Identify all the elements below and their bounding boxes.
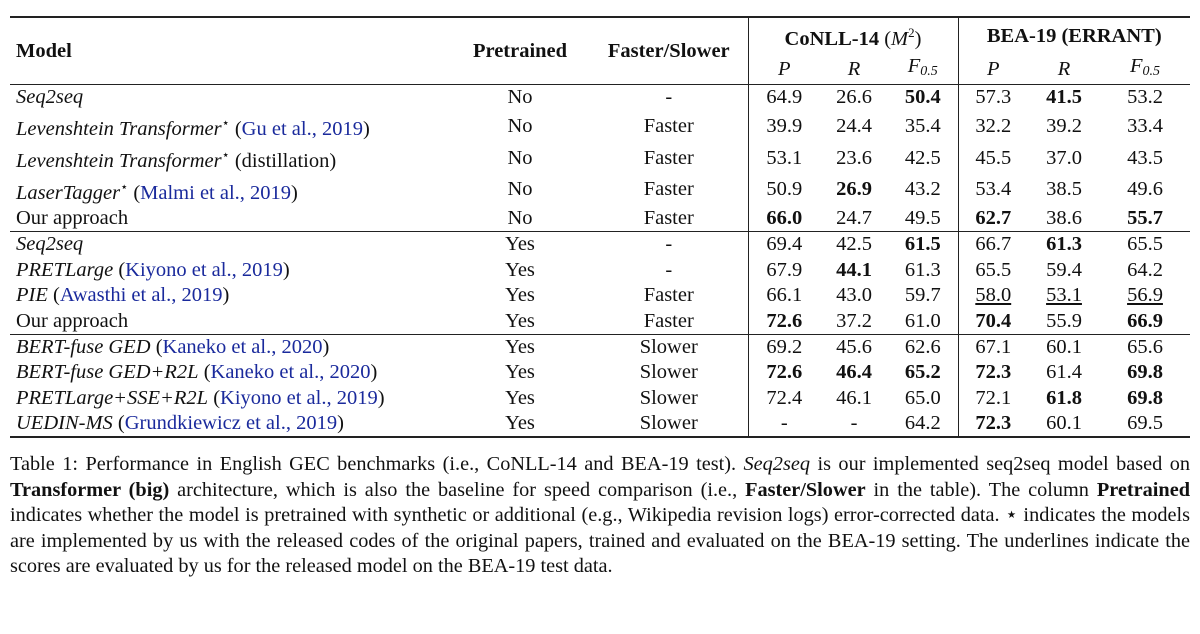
pretrained-cell: No: [507, 146, 533, 169]
score-cell: 41.5: [1046, 86, 1082, 109]
speed-cell: Faster: [643, 114, 694, 137]
score-cell: 60.1: [1046, 412, 1082, 435]
pretrained-cell: No: [507, 86, 533, 109]
model-cell: [10, 142, 450, 174]
results-table: [10, 16, 1190, 438]
score-cell: 64.9: [748, 85, 820, 111]
header-conll-p: P: [748, 54, 820, 85]
score-cell: 50.4: [904, 86, 941, 109]
score-cell: 72.6: [748, 308, 820, 334]
caption-part: indicates the models are implemented by us with the released codes of the original papers, trained and evaluated on the BEA-19 setting. The underlines indicate the scores are evaluated by us for the released model on the BEA-19 test data.: [10, 504, 1190, 578]
score-cell: 59.4: [1046, 258, 1082, 281]
score-cell: 66.9: [1127, 309, 1163, 332]
score-cell: 42.5: [836, 233, 872, 256]
model-name: Levenshtein Transformer: [16, 150, 222, 173]
header-conll14: CoNLL-14 $(M^2)$: [748, 17, 958, 54]
star-symbol: ⋆: [1005, 504, 1018, 527]
conll14-label: CoNLL-14: [784, 27, 880, 50]
caption-part: is our implemented seq2seq model based on: [809, 453, 1190, 475]
score-cell: 53.1: [748, 142, 820, 174]
header-speed: Faster/Slower: [607, 39, 730, 62]
model-cell: [10, 206, 450, 232]
score-cell: 66.1: [748, 283, 820, 308]
score-cell: 61.0: [904, 309, 941, 332]
table-row: [10, 258, 1190, 283]
f-letter: F: [907, 55, 921, 77]
score-cell: 35.4: [904, 114, 941, 137]
table-row: [10, 110, 1190, 142]
results-table-wrapper: [10, 16, 1190, 438]
f-subscript: 0.5: [920, 64, 938, 79]
score-cell: 39.2: [1046, 114, 1082, 137]
star-marker: ⋆: [221, 115, 230, 131]
model-name: Our approach: [16, 207, 129, 230]
score-cell: 49.6: [1127, 178, 1163, 201]
citation-link[interactable]: Kiyono et al., 2019: [220, 386, 378, 409]
speed-cell: Faster: [643, 284, 694, 307]
score-cell: 69.5: [1127, 412, 1163, 435]
caption-part: Transformer (big): [10, 478, 170, 501]
header-bea-f: [1100, 54, 1190, 85]
table-row: [10, 283, 1190, 308]
citation-link[interactable]: Grundkiewicz et al., 2019: [124, 412, 338, 435]
header-bea-r: R: [1057, 57, 1071, 80]
score-cell: 53.4: [958, 174, 1028, 206]
score-cell: 26.6: [836, 86, 872, 109]
score-cell: 43.5: [1127, 146, 1163, 169]
score-cell: 32.2: [958, 110, 1028, 142]
table-row: [10, 308, 1190, 334]
score-cell: 33.4: [1127, 114, 1163, 137]
score-cell: 55.7: [1127, 207, 1163, 230]
model-name: BERT-fuse GED+R2L: [16, 361, 199, 384]
score-cell: 38.6: [1046, 207, 1082, 230]
score-cell: 39.9: [748, 110, 820, 142]
score-cell: 65.6: [1127, 336, 1163, 359]
score-cell: 23.6: [836, 146, 872, 169]
table-row: [10, 334, 1190, 360]
citation-link[interactable]: Kaneko et al., 2020: [210, 361, 371, 384]
model-name: PRETLarge: [16, 258, 114, 281]
score-cell: 60.1: [1046, 336, 1082, 359]
header-pretrained: Pretrained: [472, 39, 568, 62]
score-cell: 61.4: [1046, 361, 1082, 384]
caption-part: indicates whether the model is pretrained with synthetic or additional (e.g., Wikipedia revision logs) error-corrected data.: [10, 504, 1006, 527]
speed-cell: Slower: [639, 386, 698, 409]
star-marker: ⋆: [221, 147, 230, 163]
score-cell: 58.0: [958, 283, 1028, 308]
speed-cell: Faster: [643, 146, 694, 169]
model-suffix: (distillation): [234, 150, 337, 173]
score-cell: 53.1: [1046, 284, 1082, 307]
speed-cell: -: [665, 258, 673, 281]
model-cell: PRETLarge (Kiyono et al., 2019): [16, 258, 290, 281]
model-name: PIE: [16, 284, 48, 307]
score-cell: 72.3: [958, 360, 1028, 385]
model-cell: BERT-fuse GED+R2L (Kaneko et al., 2020): [16, 361, 378, 384]
header-bea19: BEA-19 (ERRANT): [958, 17, 1190, 54]
model-cell: [10, 308, 450, 334]
speed-cell: -: [665, 86, 673, 109]
score-cell: 45.5: [958, 142, 1028, 174]
table-caption: [10, 452, 1190, 580]
pretrained-cell: Yes: [505, 233, 535, 256]
model-name: LaserTagger: [16, 181, 121, 204]
score-cell: 45.6: [836, 336, 872, 359]
m2-metric: M: [891, 27, 909, 50]
score-cell: 49.5: [904, 207, 941, 230]
model-name: PRETLarge+SSE+R2L: [16, 386, 209, 409]
model-name: UEDIN-MS: [16, 412, 113, 435]
score-cell: 66.7: [958, 232, 1028, 258]
f-subscript: 0.5: [1142, 64, 1161, 79]
score-cell: 46.4: [836, 361, 872, 384]
caption-part: architecture, which is also the baseline for speed comparison (i.e.,: [169, 478, 746, 501]
table-row: [10, 174, 1190, 206]
score-cell: 69.8: [1127, 361, 1163, 384]
score-cell: 67.9: [748, 258, 820, 283]
score-cell: 62.7: [958, 206, 1028, 232]
citation-link[interactable]: Gu et al., 2019: [241, 118, 363, 141]
speed-cell: Slower: [639, 361, 698, 384]
score-cell: 69.4: [748, 232, 820, 258]
score-cell: -: [850, 412, 858, 435]
score-cell: 67.1: [958, 334, 1028, 360]
score-cell: 24.4: [836, 114, 872, 137]
score-cell: 72.4: [748, 386, 820, 411]
pretrained-cell: No: [507, 178, 533, 201]
citation-link[interactable]: Malmi et al., 2019: [140, 181, 292, 204]
pretrained-cell: Yes: [505, 258, 535, 281]
score-cell: 43.0: [836, 284, 872, 307]
model-cell: [10, 232, 450, 258]
model-cell: Levenshtein Transformer⋆ (Gu et al., 2019): [16, 115, 370, 141]
speed-cell: Slower: [639, 336, 698, 359]
header-row-1: [10, 17, 1190, 54]
score-cell: 69.2: [748, 334, 820, 360]
table-row: [10, 360, 1190, 385]
score-cell: 46.1: [836, 386, 872, 409]
score-cell: 38.5: [1046, 178, 1082, 201]
caption-part: in the table). The column: [865, 478, 1097, 501]
citation-link[interactable]: Kaneko et al., 2020: [162, 336, 323, 359]
score-cell: 55.9: [1046, 309, 1082, 332]
model-name: Levenshtein Transformer: [16, 118, 222, 141]
score-cell: 37.0: [1046, 146, 1082, 169]
model-name: BERT-fuse GED: [16, 336, 151, 359]
model-cell: [10, 85, 450, 111]
score-cell: 53.2: [1127, 86, 1163, 109]
model-name: Our approach: [16, 309, 129, 332]
pretrained-cell: Yes: [505, 284, 535, 307]
m2-sup: 2: [908, 25, 915, 41]
score-cell: 26.9: [836, 178, 872, 201]
model-cell: PRETLarge+SSE+R2L (Kiyono et al., 2019): [16, 386, 385, 409]
score-cell: 59.7: [904, 284, 941, 307]
pretrained-cell: No: [507, 207, 533, 230]
model-cell: UEDIN-MS (Grundkiewicz et al., 2019): [16, 412, 344, 435]
score-cell: 37.2: [836, 309, 872, 332]
score-cell: 69.8: [1127, 386, 1163, 409]
table-row: [10, 411, 1190, 437]
score-cell: 72.3: [958, 411, 1028, 437]
pretrained-cell: Yes: [505, 386, 535, 409]
score-cell: 57.3: [958, 85, 1028, 111]
score-cell: 61.8: [1046, 386, 1082, 409]
score-cell: 64.2: [904, 412, 941, 435]
score-cell: 50.9: [748, 174, 820, 206]
pretrained-cell: Yes: [505, 361, 535, 384]
speed-cell: -: [665, 233, 673, 256]
score-cell: 65.5: [958, 258, 1028, 283]
header-conll-r: R: [847, 57, 861, 80]
model-cell: LaserTagger⋆ (Malmi et al., 2019): [16, 179, 298, 204]
speed-cell: Faster: [643, 309, 694, 332]
table-row: [10, 232, 1190, 258]
score-cell: 44.1: [836, 258, 872, 281]
score-cell: 61.5: [904, 233, 941, 256]
citation-link[interactable]: Awasthi et al., 2019: [59, 284, 223, 307]
model-name: Seq2seq: [16, 86, 84, 109]
score-cell: 24.7: [836, 207, 872, 230]
score-cell: 43.2: [904, 178, 941, 201]
score-cell: 72.6: [748, 360, 820, 385]
table-row: [10, 386, 1190, 411]
pretrained-cell: Yes: [505, 336, 535, 359]
table-row: [10, 142, 1190, 174]
f-letter: F: [1129, 55, 1143, 77]
score-cell: 61.3: [904, 258, 941, 281]
score-cell: 65.2: [904, 361, 941, 384]
header-bea-p: P: [958, 54, 1028, 85]
table-row: [10, 206, 1190, 232]
score-cell: 70.4: [958, 308, 1028, 334]
caption-part: Seq2seq: [743, 453, 810, 475]
star-marker: ⋆: [120, 179, 129, 195]
pretrained-cell: Yes: [505, 412, 535, 435]
score-cell: -: [748, 411, 820, 437]
score-cell: 65.5: [1127, 233, 1163, 256]
caption-part: Pretrained: [1096, 478, 1190, 501]
score-cell: 66.0: [748, 206, 820, 232]
model-cell: PIE (Awasthi et al., 2019): [16, 284, 230, 307]
caption-part: Table 1: Performance in English GEC benchmarks (i.e., CoNLL-14 and BEA-19 test).: [10, 453, 744, 475]
header-model: Model: [16, 39, 72, 62]
score-cell: 64.2: [1127, 258, 1163, 281]
score-cell: 65.0: [904, 386, 941, 409]
pretrained-cell: Yes: [505, 309, 535, 332]
score-cell: 42.5: [904, 146, 941, 169]
results-body: [10, 85, 1190, 438]
speed-cell: Faster: [643, 178, 694, 201]
header-conll-f: [888, 54, 958, 85]
model-cell: BERT-fuse GED (Kaneko et al., 2020): [16, 336, 330, 359]
speed-cell: Faster: [643, 207, 694, 230]
model-name: Seq2seq: [16, 233, 84, 256]
score-cell: 62.6: [904, 336, 941, 359]
citation-link[interactable]: Kiyono et al., 2019: [125, 258, 283, 281]
score-cell: 56.9: [1127, 284, 1163, 307]
pretrained-cell: No: [507, 114, 533, 137]
score-cell: 61.3: [1046, 233, 1082, 256]
caption-part: Faster/Slower: [745, 478, 866, 501]
score-cell: 72.1: [958, 386, 1028, 411]
speed-cell: Slower: [639, 412, 698, 435]
table-row: [10, 85, 1190, 111]
